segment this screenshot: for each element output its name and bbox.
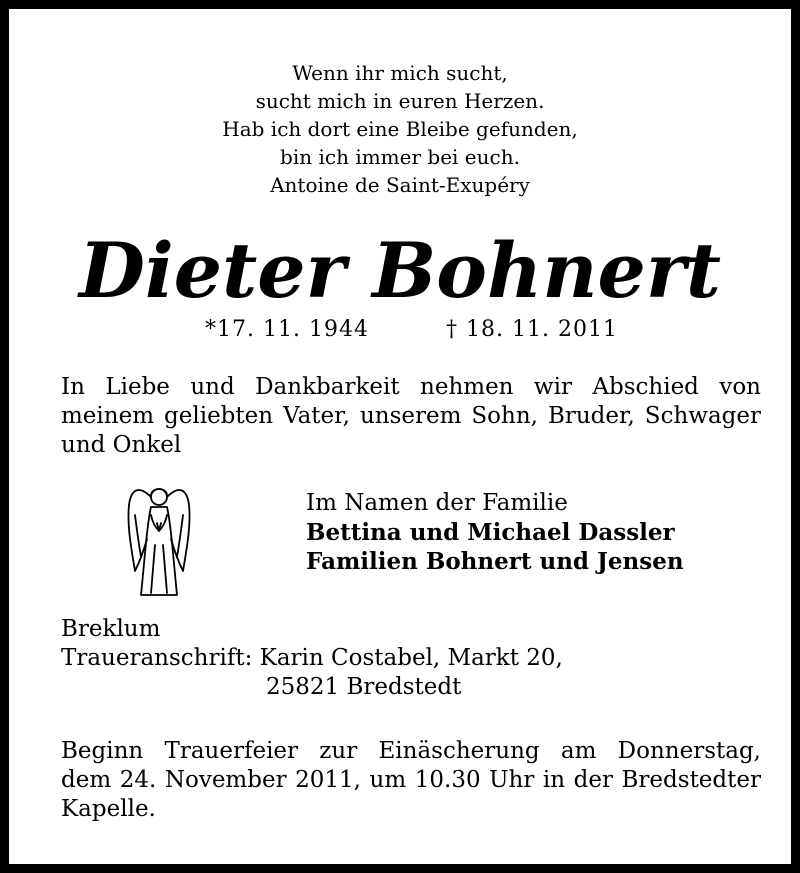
ceremony-line: dem 24. November 2011, um 10.30 Uhr in der Bredstedter xyxy=(61,767,761,793)
deceased-name: Dieter Bohnert xyxy=(78,226,722,315)
family-name-secondary: Familien Bohnert und Jensen xyxy=(306,548,684,575)
address-line: Traueranschrift: Karin Costabel, Markt 20, xyxy=(61,645,563,671)
farewell-line: In Liebe und Dankbarkeit nehmen wir Abschied von xyxy=(61,374,761,400)
family-name-primary: Bettina und Michael Dassler xyxy=(306,519,675,546)
address-city: 25821 Bredstedt xyxy=(266,674,462,700)
farewell-line: und Onkel xyxy=(61,432,182,458)
farewell-line: meinem geliebten Vater, unserem Sohn, Bruder, Schwager xyxy=(61,403,761,429)
death-date: † 18. 11. 2011 xyxy=(446,317,618,342)
poem-line: Hab ich dort eine Bleibe gefunden, xyxy=(222,117,578,141)
ceremony-text xyxy=(61,737,761,824)
poem-line: sucht mich in euren Herzen. xyxy=(255,89,545,113)
angel-icon xyxy=(121,475,197,599)
poem-line: bin ich immer bei euch. xyxy=(280,145,520,169)
ceremony-line: Kapelle. xyxy=(61,796,156,822)
ceremony-line: Beginn Trauerfeier zur Einäscherung am Donnerstag, xyxy=(61,738,761,764)
family-intro: Im Namen der Familie xyxy=(306,490,568,516)
poem xyxy=(9,59,791,199)
birth-date: *17. 11. 1944 xyxy=(205,317,369,342)
poem-line: Wenn ihr mich sucht, xyxy=(292,61,508,85)
farewell-text xyxy=(61,373,761,460)
address-place: Breklum xyxy=(61,616,161,642)
poem-author: Antoine de Saint-Exupéry xyxy=(270,173,530,197)
mourning-address xyxy=(61,615,563,702)
family-block xyxy=(306,489,684,576)
